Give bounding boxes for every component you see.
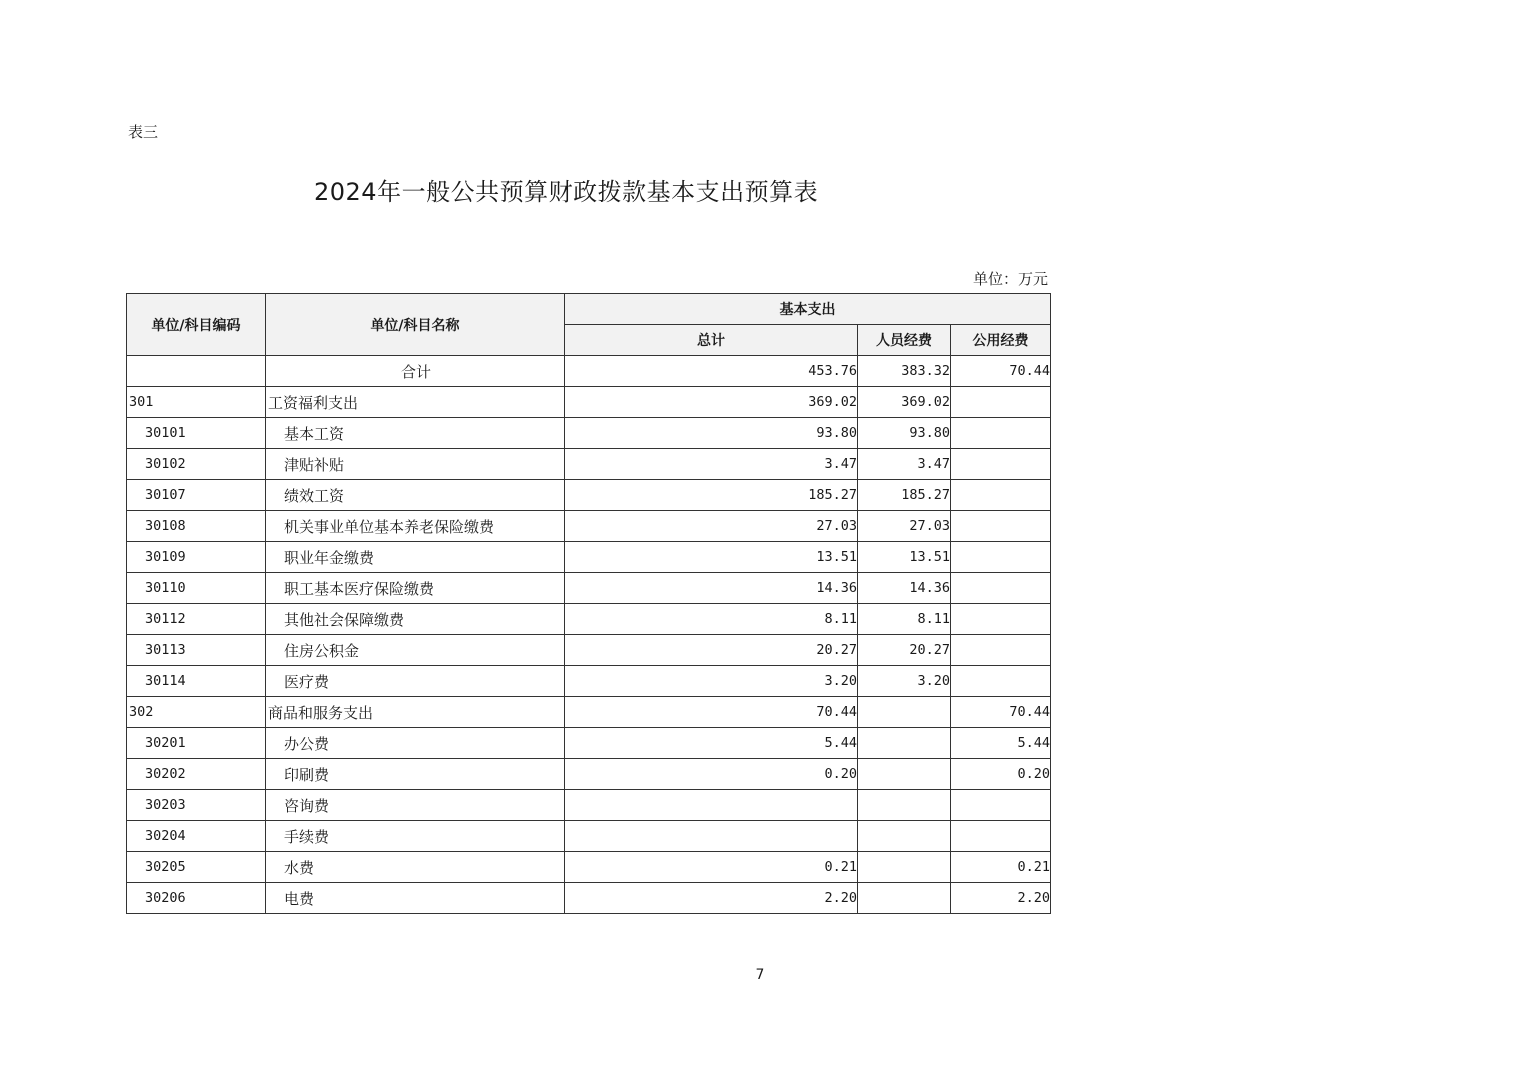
cell-public (951, 790, 1051, 821)
cell-personnel (858, 883, 951, 914)
cell-name: 商品和服务支出 (266, 697, 565, 728)
table-row (127, 573, 1051, 604)
table-row (127, 697, 1051, 728)
cell-code: 30206 (127, 883, 266, 914)
table-row (127, 635, 1051, 666)
cell-public: 0.21 (951, 852, 1051, 883)
cell-name: 工资福利支出 (266, 387, 565, 418)
cell-name: 其他社会保障缴费 (266, 604, 565, 635)
cell-personnel (858, 759, 951, 790)
cell-personnel: 383.32 (858, 356, 951, 387)
header-total: 总计 (565, 325, 858, 356)
cell-personnel: 8.11 (858, 604, 951, 635)
cell-code: 30110 (127, 573, 266, 604)
table-row (127, 449, 1051, 480)
table-row (127, 821, 1051, 852)
table-row (127, 883, 1051, 914)
table-row (127, 759, 1051, 790)
cell-name: 印刷费 (266, 759, 565, 790)
cell-code: 30112 (127, 604, 266, 635)
cell-code (127, 356, 266, 387)
cell-name: 津贴补贴 (266, 449, 565, 480)
cell-public (951, 666, 1051, 697)
cell-public (951, 480, 1051, 511)
cell-name: 住房公积金 (266, 635, 565, 666)
cell-total: 3.20 (565, 666, 858, 697)
cell-total: 453.76 (565, 356, 858, 387)
table-row (127, 604, 1051, 635)
cell-public (951, 821, 1051, 852)
header-name: 单位/科目名称 (266, 294, 565, 356)
cell-code: 30201 (127, 728, 266, 759)
cell-name: 绩效工资 (266, 480, 565, 511)
cell-total: 20.27 (565, 635, 858, 666)
cell-total: 369.02 (565, 387, 858, 418)
cell-name: 机关事业单位基本养老保险缴费 (266, 511, 565, 542)
cell-total: 5.44 (565, 728, 858, 759)
header-public: 公用经费 (951, 325, 1051, 356)
cell-personnel (858, 697, 951, 728)
cell-code: 30113 (127, 635, 266, 666)
cell-name: 办公费 (266, 728, 565, 759)
cell-public (951, 511, 1051, 542)
cell-public (951, 449, 1051, 480)
cell-name: 基本工资 (266, 418, 565, 449)
header-code: 单位/科目编码 (127, 294, 266, 356)
cell-total: 185.27 (565, 480, 858, 511)
cell-code: 301 (127, 387, 266, 418)
cell-name: 医疗费 (266, 666, 565, 697)
table-row (127, 480, 1051, 511)
cell-personnel (858, 852, 951, 883)
cell-public (951, 542, 1051, 573)
cell-code: 30202 (127, 759, 266, 790)
cell-code: 30107 (127, 480, 266, 511)
cell-name: 合计 (266, 356, 565, 387)
cell-total: 27.03 (565, 511, 858, 542)
cell-code: 30204 (127, 821, 266, 852)
cell-public: 0.20 (951, 759, 1051, 790)
cell-total: 93.80 (565, 418, 858, 449)
cell-total: 13.51 (565, 542, 858, 573)
table-row (127, 511, 1051, 542)
table-row (127, 728, 1051, 759)
cell-public: 70.44 (951, 697, 1051, 728)
cell-name: 职工基本医疗保险缴费 (266, 573, 565, 604)
cell-total: 70.44 (565, 697, 858, 728)
table-row (127, 790, 1051, 821)
table-row-total (127, 356, 1051, 387)
cell-total (565, 821, 858, 852)
cell-public: 5.44 (951, 728, 1051, 759)
cell-code: 30108 (127, 511, 266, 542)
cell-code: 30109 (127, 542, 266, 573)
page-title: 2024年一般公共预算财政拨款基本支出预算表 (314, 178, 819, 206)
budget-table (126, 293, 1051, 914)
cell-total: 2.20 (565, 883, 858, 914)
cell-public (951, 387, 1051, 418)
cell-public (951, 635, 1051, 666)
cell-code: 30205 (127, 852, 266, 883)
cell-personnel: 3.20 (858, 666, 951, 697)
cell-public: 70.44 (951, 356, 1051, 387)
cell-total: 0.21 (565, 852, 858, 883)
unit-label: 单位：万元 (972, 270, 1048, 288)
cell-total: 8.11 (565, 604, 858, 635)
table-row (127, 666, 1051, 697)
cell-name: 电费 (266, 883, 565, 914)
header-personnel: 人员经费 (858, 325, 951, 356)
cell-personnel: 13.51 (858, 542, 951, 573)
cell-name: 咨询费 (266, 790, 565, 821)
cell-personnel: 14.36 (858, 573, 951, 604)
cell-personnel: 93.80 (858, 418, 951, 449)
cell-personnel (858, 790, 951, 821)
table-row (127, 852, 1051, 883)
cell-total: 3.47 (565, 449, 858, 480)
cell-code: 302 (127, 697, 266, 728)
header-basic-expenditure: 基本支出 (565, 294, 1051, 325)
page-number: 7 (755, 967, 765, 983)
cell-total: 0.20 (565, 759, 858, 790)
cell-code: 30101 (127, 418, 266, 449)
cell-personnel: 27.03 (858, 511, 951, 542)
cell-personnel: 3.47 (858, 449, 951, 480)
cell-total: 14.36 (565, 573, 858, 604)
cell-code: 30203 (127, 790, 266, 821)
cell-public (951, 573, 1051, 604)
table-row (127, 418, 1051, 449)
cell-code: 30114 (127, 666, 266, 697)
table-label: 表三 (128, 123, 159, 141)
cell-personnel: 185.27 (858, 480, 951, 511)
cell-personnel (858, 728, 951, 759)
cell-name: 手续费 (266, 821, 565, 852)
cell-personnel: 20.27 (858, 635, 951, 666)
cell-personnel (858, 821, 951, 852)
cell-public (951, 604, 1051, 635)
cell-personnel: 369.02 (858, 387, 951, 418)
cell-total (565, 790, 858, 821)
table-row (127, 542, 1051, 573)
cell-public (951, 418, 1051, 449)
cell-name: 水费 (266, 852, 565, 883)
cell-public: 2.20 (951, 883, 1051, 914)
cell-name: 职业年金缴费 (266, 542, 565, 573)
cell-code: 30102 (127, 449, 266, 480)
table-row (127, 387, 1051, 418)
